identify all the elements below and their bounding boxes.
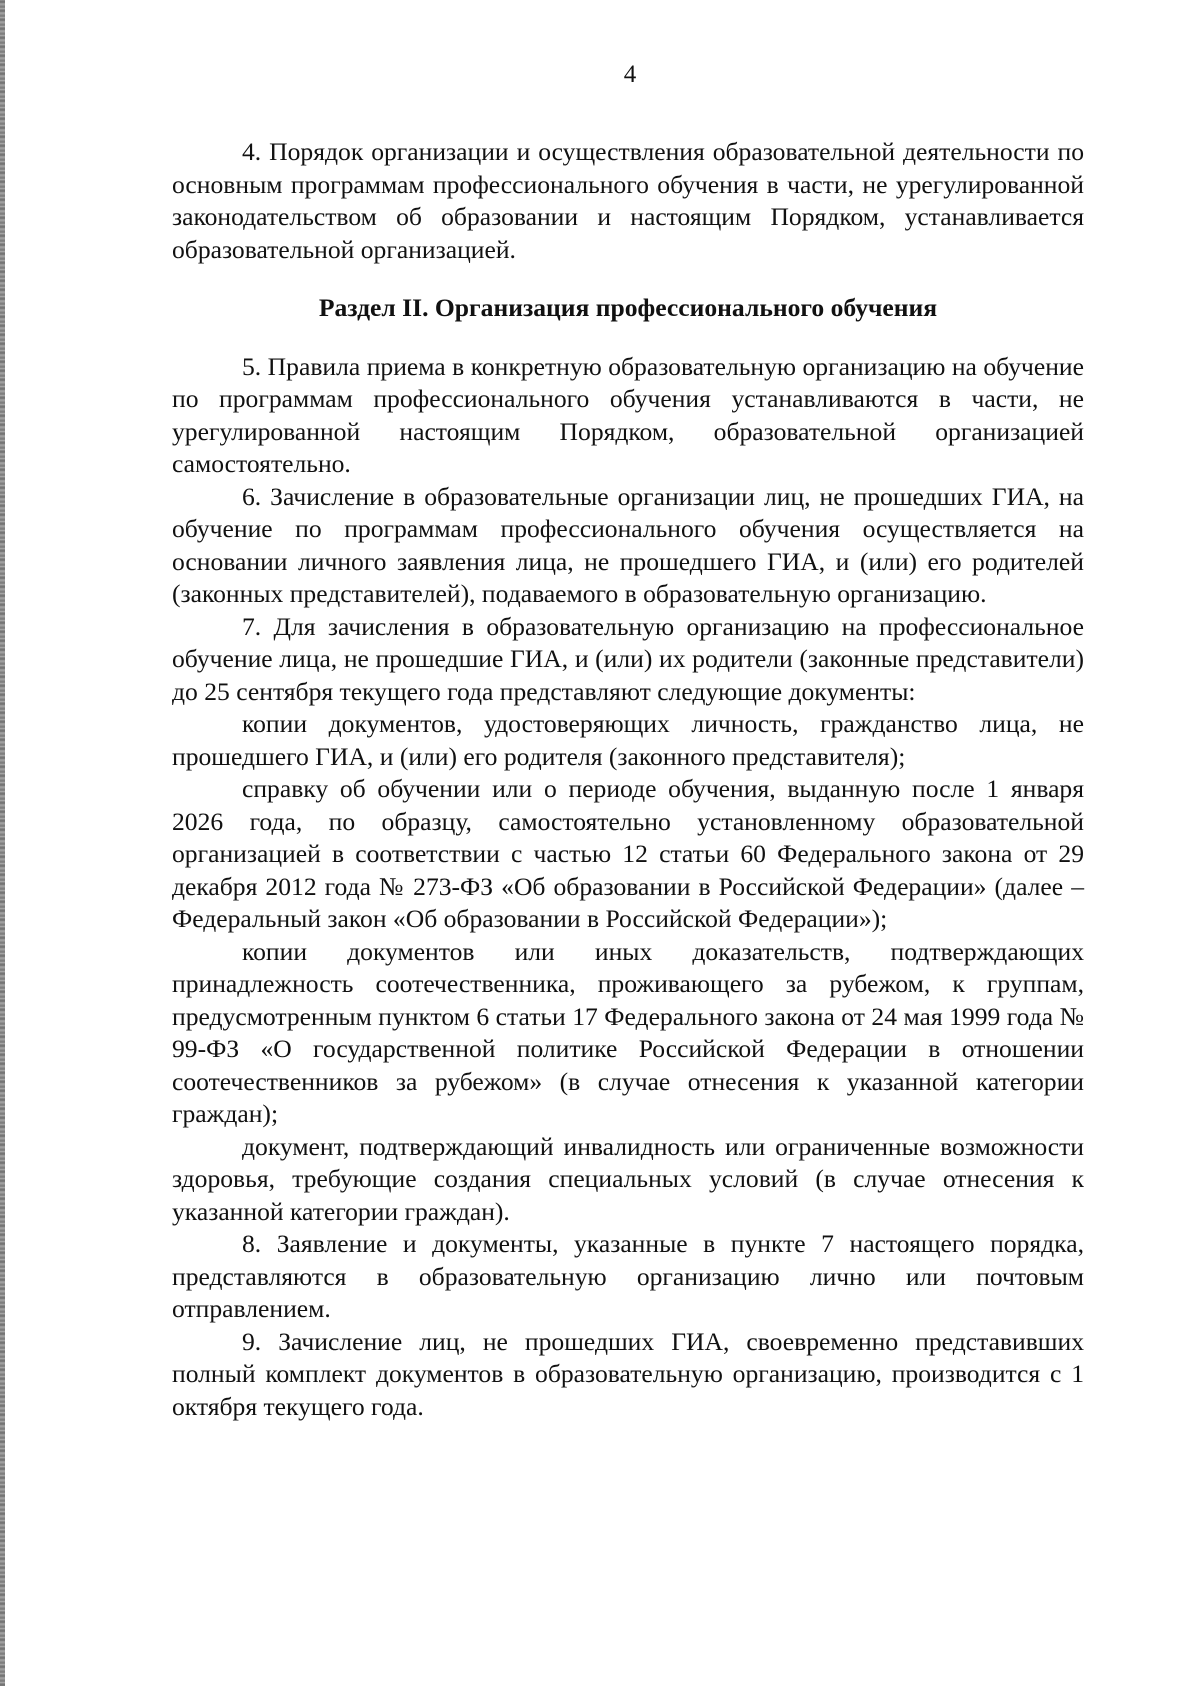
paragraph-4: 4. Порядок организации и осуществления образовательной деятельности по основным программам профессионального обучения в части, не урегулированной законодательством об образовании и настоящим Порядком, устанавливается образовательной организацией.: [172, 137, 1084, 264]
paragraph-7-item-disability-document: документ, подтверждающий инвалидность или ограниченные возможности здоровья, требующие создания специальных условий (в случае отнесения к указанной категории граждан).: [172, 1131, 1084, 1226]
paragraph-7-item-compatriot-documents: копии документов или иных доказательств, подтверждающих принадлежность соотечественника, проживающего за рубежом, к группам, предусмотренным пунктом 6 статьи 17 Федерального закона от 24 мая 1999 года № 99-ФЗ «О государственной политике Российской Федерации в отношении соотечественников за рубежом» (в случае отнесения к указанной категории граждан);: [172, 936, 1084, 1128]
paragraph-7-item-identity-documents: копии документов, удостоверяющих личность, гражданство лица, не прошедшего ГИА, и (или) его родителя (законного представителя);: [172, 709, 1084, 771]
paragraph-7: 7. Для зачисления в образовательную организацию на профессиональное обучение лица, не прошедшие ГИА, и (или) их родители (законные представители) до 25 сентября текущего года представляют следующие документы:: [172, 611, 1084, 706]
paragraph-5: 5. Правила приема в конкретную образовательную организацию на обучение по программам профессионального обучения устанавливаются в части, не урегулированной настоящим Порядком, образовательной организацией самостоятельно.: [172, 351, 1084, 478]
paragraph-6: 6. Зачисление в образовательные организации лиц, не прошедших ГИА, на обучение по программам профессионального обучения осуществляется на основании личного заявления лица, не прошедшего ГИА, и (или) его родителей (законных представителей), подаваемого в образовательную организацию.: [172, 481, 1084, 608]
paragraph-8: 8. Заявление и документы, указанные в пункте 7 настоящего порядка, представляются в образовательную организацию лично или почтовым отправлением.: [172, 1229, 1084, 1323]
page-number: 4: [623, 61, 637, 88]
paragraph-9: 9. Зачисление лиц, не прошедших ГИА, своевременно представивших полный комплект документов в образовательную организацию, производится с 1 октября текущего года.: [172, 1326, 1084, 1421]
document-body: [172, 136, 1084, 1423]
section-heading: Раздел II. Организация профессионального обучения: [318, 293, 938, 322]
paragraph-7-item-study-certificate: справку об обучении или о периоде обучения, выданную после 1 января 2026 года, по образцу, самостоятельно установленному образовательной организацией в соответствии с частью 12 статьи 60 Федерального закона от 29 декабря 2012 года № 273-ФЗ «Об образовании в Российской Федерации» (далее – Федеральный закон «Об образовании в Российской Федерации»);: [172, 774, 1084, 933]
scan-edge-artifact: [0, 0, 5, 1686]
